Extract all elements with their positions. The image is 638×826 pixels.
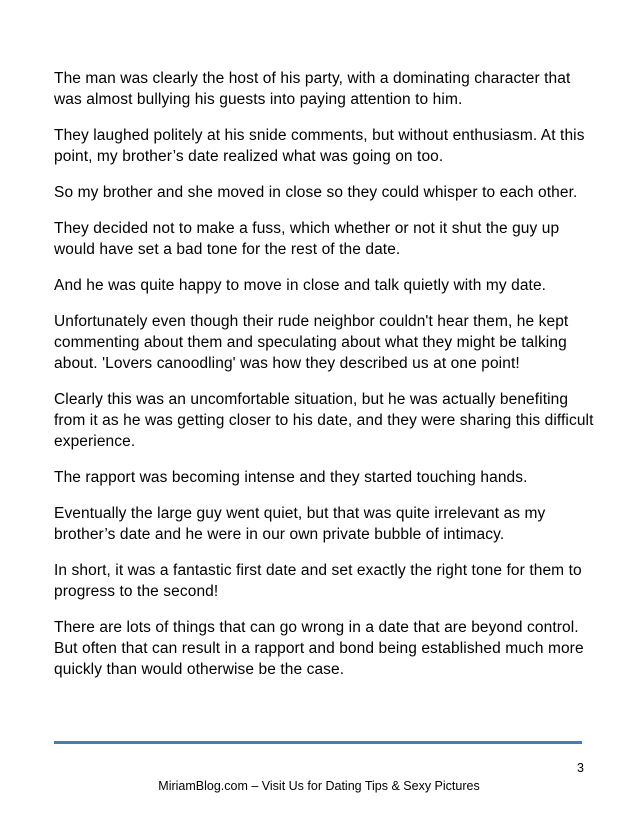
footer-text: MiriamBlog.com – Visit Us for Dating Tips & Sexy Pictures bbox=[158, 779, 480, 793]
paragraph: The man was clearly the host of his party, with a dominating character that was almost bullying his guests into paying attention to him. bbox=[54, 70, 571, 108]
paragraph: The rapport was becoming intense and they started touching hands. bbox=[54, 469, 528, 486]
paragraph: Unfortunately even though their rude neighbor couldn't hear them, he kept commenting about them and speculating about what they might be talking about. 'Lovers canoodling' was how they described us at one point! bbox=[54, 313, 569, 372]
paragraph: There are lots of things that can go wrong in a date that are beyond control. But often that can result in a rapport and bond being established much more quickly than would otherwise be the case. bbox=[54, 619, 584, 678]
document-body bbox=[54, 68, 594, 695]
paragraph: So my brother and she moved in close so they could whisper to each other. bbox=[54, 184, 578, 201]
paragraph: Clearly this was an uncomfortable situation, but he was actually benefiting from it as he was getting closer to his date, and they were sharing this difficult experience. bbox=[54, 391, 594, 450]
footer-divider bbox=[54, 741, 582, 744]
page-number: 3 bbox=[577, 761, 584, 775]
paragraph: And he was quite happy to move in close and talk quietly with my date. bbox=[54, 277, 547, 294]
paragraph: Eventually the large guy went quiet, but that was quite irrelevant as my brother’s date and he were in our own private bubble of intimacy. bbox=[54, 505, 546, 543]
paragraph: They decided not to make a fuss, which whether or not it shut the guy up would have set a bad tone for the rest of the date. bbox=[54, 220, 560, 258]
paragraph: They laughed politely at his snide comments, but without enthusiasm. At this point, my brother’s date realized what was going on too. bbox=[54, 127, 585, 165]
paragraph: In short, it was a fantastic first date and set exactly the right tone for them to progress to the second! bbox=[54, 562, 582, 600]
